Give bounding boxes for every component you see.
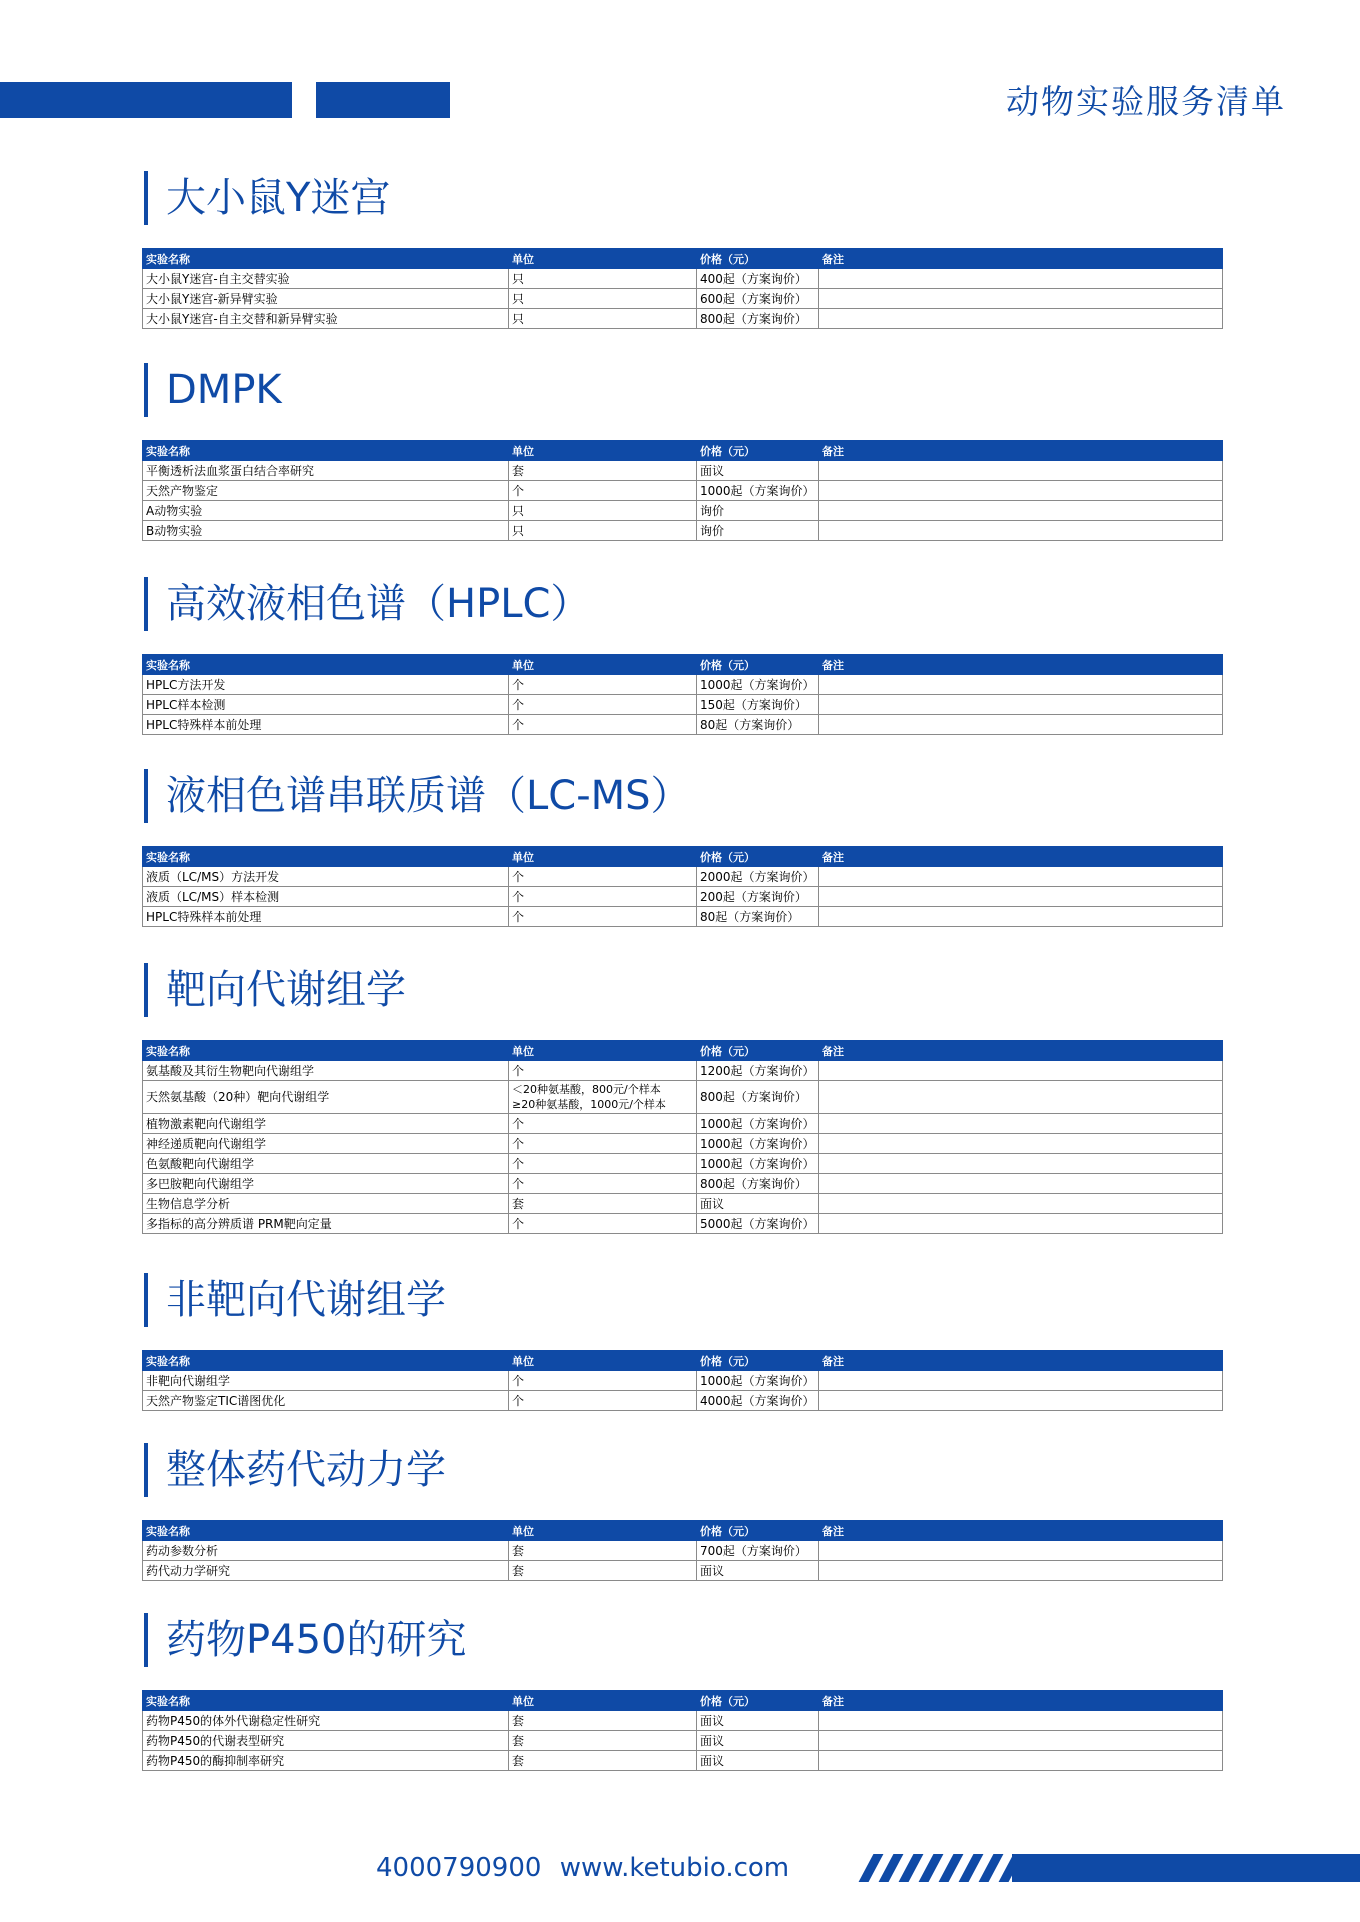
cell-note xyxy=(819,521,1223,541)
table-row xyxy=(143,1081,1223,1114)
service-table xyxy=(142,846,1223,927)
cell-note xyxy=(819,1371,1223,1391)
cell-unit xyxy=(509,1711,697,1731)
unit-line: 个 xyxy=(512,1116,525,1131)
table-header-row xyxy=(143,441,1223,461)
service-section xyxy=(140,962,1222,1231)
cell-price: 400起（方案询价） xyxy=(697,269,819,289)
unit-line: 个 xyxy=(512,1136,525,1151)
service-section xyxy=(140,362,1222,538)
header-note: 备注 xyxy=(819,1691,1223,1711)
cell-note xyxy=(819,501,1223,521)
cell-note xyxy=(819,1711,1223,1731)
section-header xyxy=(140,576,1222,632)
cell-price: 2000起（方案询价） xyxy=(697,867,819,887)
cell-name: 液质（LC/MS）样本检测 xyxy=(143,887,509,907)
table-row xyxy=(143,1541,1223,1561)
section-header xyxy=(140,1612,1222,1668)
table-row xyxy=(143,1194,1223,1214)
cell-unit xyxy=(509,1061,697,1081)
cell-name: 氨基酸及其衍生物靶向代谢组学 xyxy=(143,1061,509,1081)
cell-unit xyxy=(509,867,697,887)
header-price: 价格（元） xyxy=(697,655,819,675)
cell-unit xyxy=(509,907,697,927)
cell-unit xyxy=(509,501,697,521)
cell-unit xyxy=(509,1561,697,1581)
cell-name: 天然产物鉴定 xyxy=(143,481,509,501)
table-row xyxy=(143,461,1223,481)
cell-price: 1000起（方案询价） xyxy=(697,1134,819,1154)
cell-note xyxy=(819,269,1223,289)
table-header-row xyxy=(143,1691,1223,1711)
service-table xyxy=(142,1040,1223,1234)
section-title: 高效液相色谱（HPLC） xyxy=(166,581,591,627)
cell-name: 大小鼠Y迷宫-新异臂实验 xyxy=(143,289,509,309)
unit-line: 只 xyxy=(512,503,525,518)
table-row xyxy=(143,1061,1223,1081)
service-table xyxy=(142,248,1223,329)
table-row xyxy=(143,521,1223,541)
cell-price: 询价 xyxy=(697,521,819,541)
section-title: 大小鼠Y迷宫 xyxy=(166,175,391,221)
cell-name: 多巴胺靶向代谢组学 xyxy=(143,1174,509,1194)
header-note: 备注 xyxy=(819,441,1223,461)
cell-unit xyxy=(509,715,697,735)
table-row xyxy=(143,1731,1223,1751)
cell-unit xyxy=(509,309,697,329)
cell-price: 800起（方案询价） xyxy=(697,1081,819,1114)
service-table xyxy=(142,1520,1223,1581)
service-section xyxy=(140,170,1222,326)
cell-name: HPLC特殊样本前处理 xyxy=(143,907,509,927)
cell-name: 多指标的高分辨质谱 PRM靶向定量 xyxy=(143,1214,509,1234)
cell-name: 平衡透析法血浆蛋白结合率研究 xyxy=(143,461,509,481)
table-header-row xyxy=(143,1521,1223,1541)
unit-line: ≥20种氨基酸，1000元/个样本 xyxy=(512,1098,666,1111)
cell-name: 药动参数分析 xyxy=(143,1541,509,1561)
cell-price: 面议 xyxy=(697,1731,819,1751)
cell-unit xyxy=(509,481,697,501)
section-header xyxy=(140,1272,1222,1328)
cell-name: 药物P450的体外代谢稳定性研究 xyxy=(143,1711,509,1731)
header-unit: 单位 xyxy=(509,847,697,867)
cell-unit xyxy=(509,289,697,309)
cell-unit xyxy=(509,1134,697,1154)
section-accent-bar xyxy=(144,577,148,631)
header-unit: 单位 xyxy=(509,249,697,269)
table-row xyxy=(143,1134,1223,1154)
section-accent-bar xyxy=(144,769,148,823)
service-table xyxy=(142,1690,1223,1771)
table-row xyxy=(143,481,1223,501)
cell-name: 天然产物鉴定TIC谱图优化 xyxy=(143,1391,509,1411)
header-accent-bar-right xyxy=(316,82,450,118)
cell-note xyxy=(819,1391,1223,1411)
service-section xyxy=(140,1612,1222,1768)
document-title: 动物实验服务清单 xyxy=(1006,82,1286,121)
cell-price: 面议 xyxy=(697,1711,819,1731)
cell-note xyxy=(819,1561,1223,1581)
unit-line: 个 xyxy=(512,909,525,924)
header-price: 价格（元） xyxy=(697,1691,819,1711)
header-name: 实验名称 xyxy=(143,1351,509,1371)
unit-line: 个 xyxy=(512,1393,525,1408)
header-price: 价格（元） xyxy=(697,1041,819,1061)
table-row xyxy=(143,269,1223,289)
cell-price: 700起（方案询价） xyxy=(697,1541,819,1561)
table-row xyxy=(143,1561,1223,1581)
cell-price: 600起（方案询价） xyxy=(697,289,819,309)
cell-note xyxy=(819,461,1223,481)
header-note: 备注 xyxy=(819,847,1223,867)
cell-unit xyxy=(509,1371,697,1391)
cell-price: 1000起（方案询价） xyxy=(697,1114,819,1134)
cell-unit xyxy=(509,461,697,481)
cell-name: HPLC样本检测 xyxy=(143,695,509,715)
service-section xyxy=(140,576,1222,732)
table-row xyxy=(143,501,1223,521)
table-row xyxy=(143,1114,1223,1134)
section-title: 整体药代动力学 xyxy=(166,1447,446,1493)
service-section xyxy=(140,768,1222,924)
service-table xyxy=(142,654,1223,735)
header-note: 备注 xyxy=(819,655,1223,675)
cell-unit xyxy=(509,1541,697,1561)
cell-note xyxy=(819,1174,1223,1194)
cell-note xyxy=(819,289,1223,309)
table-row xyxy=(143,695,1223,715)
header-unit: 单位 xyxy=(509,1691,697,1711)
header-price: 价格（元） xyxy=(697,1351,819,1371)
cell-price: 800起（方案询价） xyxy=(697,309,819,329)
cell-price: 5000起（方案询价） xyxy=(697,1214,819,1234)
table-row xyxy=(143,309,1223,329)
cell-unit xyxy=(509,1391,697,1411)
cell-note xyxy=(819,1541,1223,1561)
cell-name: B动物实验 xyxy=(143,521,509,541)
table-row xyxy=(143,1371,1223,1391)
section-accent-bar xyxy=(144,963,148,1017)
table-row xyxy=(143,887,1223,907)
unit-line: 套 xyxy=(512,1563,525,1578)
table-row xyxy=(143,1214,1223,1234)
header-name: 实验名称 xyxy=(143,655,509,675)
cell-name: A动物实验 xyxy=(143,501,509,521)
unit-line: 套 xyxy=(512,1543,525,1558)
unit-line: 只 xyxy=(512,523,525,538)
footer-contact xyxy=(376,1852,789,1884)
unit-line: ＜20种氨基酸，800元/个样本 xyxy=(512,1083,661,1096)
unit-line: 个 xyxy=(512,697,525,712)
table-header-row xyxy=(143,655,1223,675)
cell-unit xyxy=(509,1114,697,1134)
section-accent-bar xyxy=(144,171,148,225)
unit-line: 只 xyxy=(512,291,525,306)
section-accent-bar xyxy=(144,1273,148,1327)
cell-note xyxy=(819,1114,1223,1134)
unit-line: 只 xyxy=(512,271,525,286)
cell-price: 面议 xyxy=(697,1751,819,1771)
table-row xyxy=(143,675,1223,695)
header-note: 备注 xyxy=(819,249,1223,269)
cell-price: 面议 xyxy=(697,461,819,481)
cell-note xyxy=(819,675,1223,695)
unit-line: 个 xyxy=(512,1216,525,1231)
footer-phone: 4000790900 xyxy=(376,1853,542,1883)
header-note: 备注 xyxy=(819,1041,1223,1061)
header-name: 实验名称 xyxy=(143,847,509,867)
cell-note xyxy=(819,1154,1223,1174)
table-row xyxy=(143,907,1223,927)
table-row xyxy=(143,867,1223,887)
footer-stripe-decoration xyxy=(858,1854,1018,1882)
table-row xyxy=(143,715,1223,735)
cell-note xyxy=(819,695,1223,715)
cell-unit xyxy=(509,887,697,907)
cell-note xyxy=(819,1731,1223,1751)
header-unit: 单位 xyxy=(509,1351,697,1371)
cell-name: 植物激素靶向代谢组学 xyxy=(143,1114,509,1134)
table-row xyxy=(143,1751,1223,1771)
cell-name: 神经递质靶向代谢组学 xyxy=(143,1134,509,1154)
unit-line: 套 xyxy=(512,1196,525,1211)
cell-note xyxy=(819,907,1223,927)
header-price: 价格（元） xyxy=(697,441,819,461)
header-unit: 单位 xyxy=(509,1041,697,1061)
cell-price: 200起（方案询价） xyxy=(697,887,819,907)
cell-name: HPLC方法开发 xyxy=(143,675,509,695)
cell-name: 液质（LC/MS）方法开发 xyxy=(143,867,509,887)
section-header xyxy=(140,362,1222,418)
cell-unit xyxy=(509,1081,697,1114)
cell-note xyxy=(819,1751,1223,1771)
unit-line: 个 xyxy=(512,1373,525,1388)
table-row xyxy=(143,1154,1223,1174)
header-note: 备注 xyxy=(819,1521,1223,1541)
cell-price: 4000起（方案询价） xyxy=(697,1391,819,1411)
cell-name: 天然氨基酸（20种）靶向代谢组学 xyxy=(143,1081,509,1114)
cell-note xyxy=(819,867,1223,887)
cell-name: 药代动力学研究 xyxy=(143,1561,509,1581)
footer-accent-bar xyxy=(1012,1854,1360,1882)
table-row xyxy=(143,289,1223,309)
header-unit: 单位 xyxy=(509,1521,697,1541)
unit-line: 只 xyxy=(512,311,525,326)
section-header xyxy=(140,768,1222,824)
cell-note xyxy=(819,887,1223,907)
header-price: 价格（元） xyxy=(697,249,819,269)
cell-price: 800起（方案询价） xyxy=(697,1174,819,1194)
cell-note xyxy=(819,715,1223,735)
cell-price: 1200起（方案询价） xyxy=(697,1061,819,1081)
cell-price: 询价 xyxy=(697,501,819,521)
cell-note xyxy=(819,309,1223,329)
header-name: 实验名称 xyxy=(143,249,509,269)
section-title: 非靶向代谢组学 xyxy=(166,1277,446,1323)
cell-unit xyxy=(509,1214,697,1234)
cell-name: HPLC特殊样本前处理 xyxy=(143,715,509,735)
service-table xyxy=(142,1350,1223,1411)
cell-unit xyxy=(509,1751,697,1771)
section-title: 液相色谱串联质谱（LC-MS） xyxy=(166,773,691,819)
unit-line: 个 xyxy=(512,1176,525,1191)
section-header xyxy=(140,1442,1222,1498)
cell-unit xyxy=(509,521,697,541)
cell-unit xyxy=(509,675,697,695)
section-accent-bar xyxy=(144,1613,148,1667)
unit-line: 套 xyxy=(512,1753,525,1768)
header-unit: 单位 xyxy=(509,441,697,461)
unit-line: 个 xyxy=(512,677,525,692)
table-header-row xyxy=(143,1041,1223,1061)
section-accent-bar xyxy=(144,363,148,417)
service-table xyxy=(142,440,1223,541)
cell-name: 药物P450的酶抑制率研究 xyxy=(143,1751,509,1771)
cell-unit xyxy=(509,1731,697,1751)
cell-price: 面议 xyxy=(697,1194,819,1214)
cell-unit xyxy=(509,1174,697,1194)
cell-unit xyxy=(509,269,697,289)
unit-line: 个 xyxy=(512,717,525,732)
header-price: 价格（元） xyxy=(697,1521,819,1541)
cell-price: 80起（方案询价） xyxy=(697,715,819,735)
table-row xyxy=(143,1391,1223,1411)
service-section xyxy=(140,1272,1222,1408)
header-price: 价格（元） xyxy=(697,847,819,867)
unit-line: 套 xyxy=(512,1713,525,1728)
header-name: 实验名称 xyxy=(143,1041,509,1061)
cell-price: 面议 xyxy=(697,1561,819,1581)
section-title: 药物P450的研究 xyxy=(166,1617,467,1663)
section-header xyxy=(140,170,1222,226)
section-title: 靶向代谢组学 xyxy=(166,967,406,1013)
table-header-row xyxy=(143,847,1223,867)
cell-unit xyxy=(509,1194,697,1214)
cell-unit xyxy=(509,695,697,715)
cell-price: 1000起（方案询价） xyxy=(697,675,819,695)
cell-price: 1000起（方案询价） xyxy=(697,481,819,501)
section-title: DMPK xyxy=(166,367,282,413)
unit-line: 个 xyxy=(512,889,525,904)
cell-name: 药物P450的代谢表型研究 xyxy=(143,1731,509,1751)
unit-line: 套 xyxy=(512,1733,525,1748)
unit-line: 个 xyxy=(512,869,525,884)
footer-website[interactable]: www.ketubio.com xyxy=(559,1853,790,1883)
table-header-row xyxy=(143,249,1223,269)
cell-name: 色氨酸靶向代谢组学 xyxy=(143,1154,509,1174)
header-unit: 单位 xyxy=(509,655,697,675)
cell-price: 1000起（方案询价） xyxy=(697,1371,819,1391)
table-header-row xyxy=(143,1351,1223,1371)
cell-note xyxy=(819,481,1223,501)
cell-note xyxy=(819,1134,1223,1154)
cell-name: 生物信息学分析 xyxy=(143,1194,509,1214)
cell-note xyxy=(819,1061,1223,1081)
cell-note xyxy=(819,1081,1223,1114)
header-name: 实验名称 xyxy=(143,1691,509,1711)
unit-line: 个 xyxy=(512,483,525,498)
cell-note xyxy=(819,1194,1223,1214)
table-row xyxy=(143,1174,1223,1194)
service-section xyxy=(140,1442,1222,1578)
cell-note xyxy=(819,1214,1223,1234)
section-header xyxy=(140,962,1222,1018)
cell-price: 1000起（方案询价） xyxy=(697,1154,819,1174)
unit-line: 个 xyxy=(512,1156,525,1171)
table-row xyxy=(143,1711,1223,1731)
cell-name: 非靶向代谢组学 xyxy=(143,1371,509,1391)
cell-price: 150起（方案询价） xyxy=(697,695,819,715)
header-name: 实验名称 xyxy=(143,1521,509,1541)
cell-name: 大小鼠Y迷宫-自主交替和新异臂实验 xyxy=(143,309,509,329)
cell-name: 大小鼠Y迷宫-自主交替实验 xyxy=(143,269,509,289)
section-accent-bar xyxy=(144,1443,148,1497)
unit-line: 个 xyxy=(512,1063,525,1078)
cell-price: 80起（方案询价） xyxy=(697,907,819,927)
header-name: 实验名称 xyxy=(143,441,509,461)
cell-unit xyxy=(509,1154,697,1174)
unit-line: 套 xyxy=(512,463,525,478)
header-accent-bar-left xyxy=(0,82,292,118)
header-note: 备注 xyxy=(819,1351,1223,1371)
